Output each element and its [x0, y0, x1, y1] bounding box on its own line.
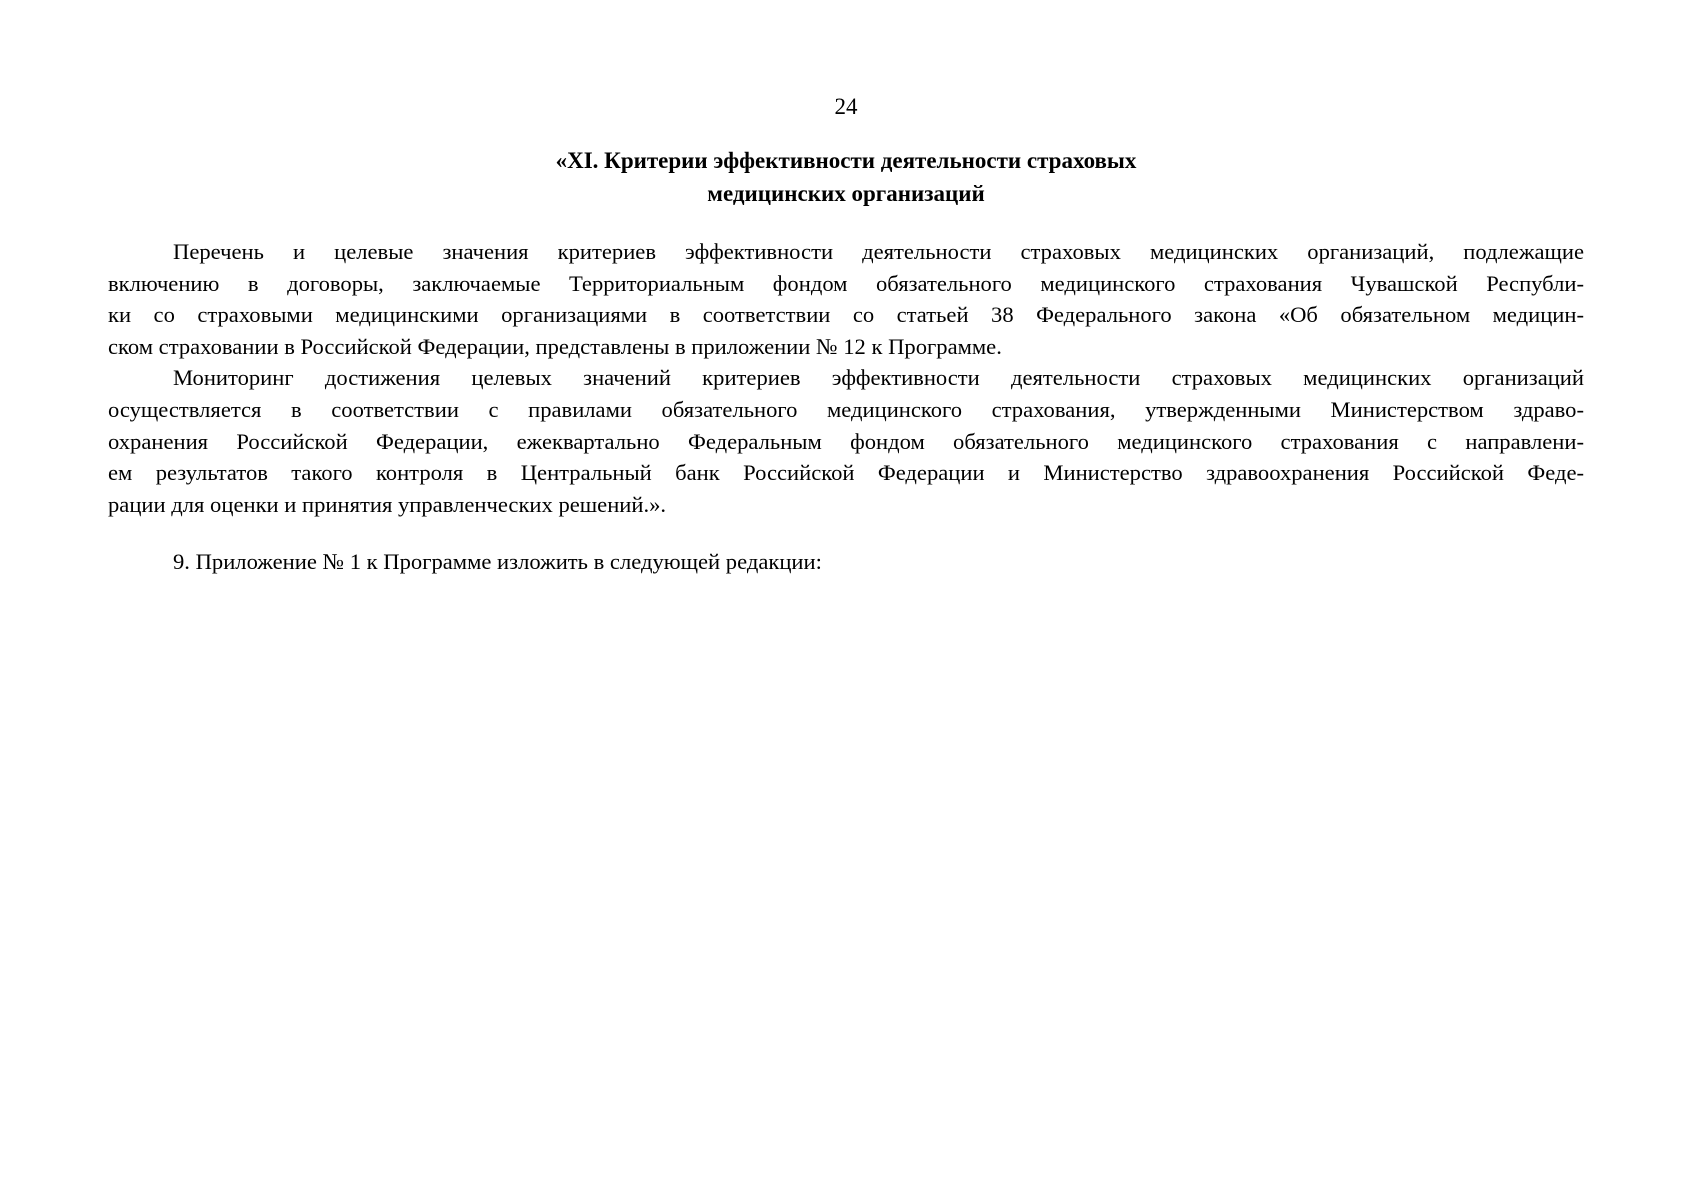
paragraph-line: ки со страховыми медицинскими организациями в соответствии со статьей 38 Федерального закона «Об обязательном медицин-	[108, 302, 1584, 328]
paragraph-line: включению в договоры, заключаемые Территориальным фондом обязательного медицинского страхования Чувашской Республи-	[108, 270, 1584, 296]
paragraph-line: осуществляется в соответствии с правилами обязательного медицинского страхования, утвержденными Министерством здраво-	[108, 396, 1584, 422]
page-number: 24	[834, 94, 858, 119]
paragraph-2	[108, 362, 1584, 520]
paragraph-line: рации для оценки и принятия управленческих решений.».	[108, 491, 667, 517]
list-item-9: 9. Приложение № 1 к Программе изложить в следующей редакции:	[173, 549, 822, 575]
section-heading-line1: «XI. Критерии эффективности деятельности страховых	[555, 148, 1137, 173]
paragraph-line: Перечень и целевые значения критериев эффективности деятельности страховых медицинских организаций, подлежащие	[173, 239, 1584, 264]
paragraph-line: ском страховании в Российской Федерации, представлены в приложении № 12 к Программе.	[108, 333, 1002, 359]
paragraph-line: охранения Российской Федерации, ежеквартально Федеральным фондом обязательного медицинского страхования с направлени-	[108, 428, 1584, 454]
section-heading	[108, 144, 1584, 210]
paragraph-1	[108, 236, 1584, 362]
paragraph-line: ем результатов такого контроля в Центральный банк Российской Федерации и Министерство здравоохранения Российской Феде-	[108, 460, 1584, 486]
paragraph-line: Мониторинг достижения целевых значений критериев эффективности деятельности страховых медицинских организаций	[173, 365, 1584, 391]
section-heading-line2: медицинских организаций	[707, 181, 985, 206]
document-content	[108, 0, 1584, 578]
